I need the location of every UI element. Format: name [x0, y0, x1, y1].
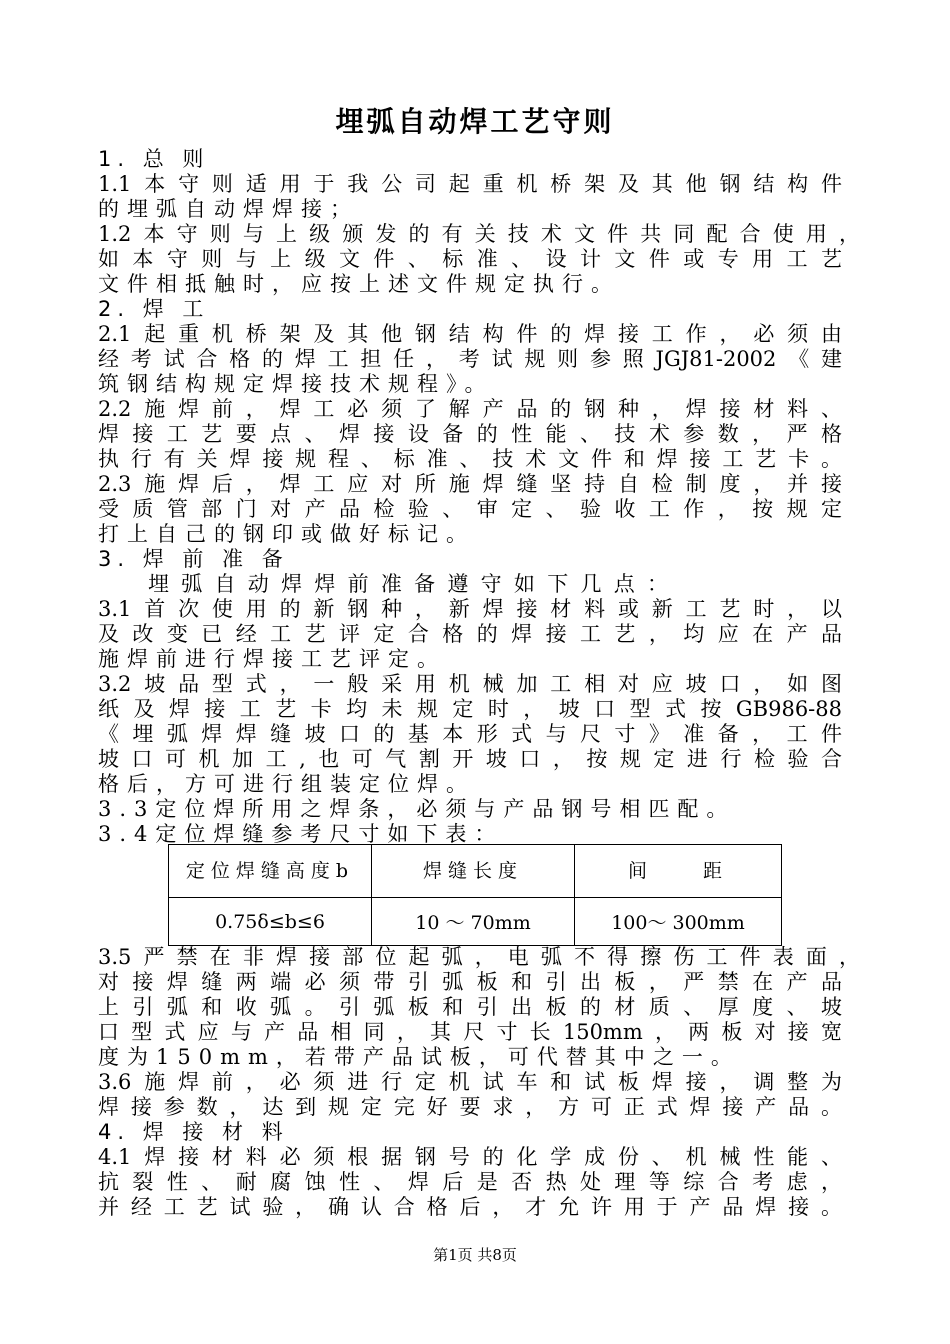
paragraph-line: 3.4定位焊缝参考尺寸如下表：	[98, 822, 504, 846]
paragraph-line: 上引弧和收弧。引弧板和引出板的材质、厚度、坡	[98, 995, 842, 1019]
section-heading-2: 2. 焊 工	[98, 297, 210, 321]
section-heading-3: 3. 焊 前 准 备	[98, 547, 289, 571]
paragraph-line: 文件相抵触时，应按上述文件规定执行。	[98, 272, 620, 296]
section-heading-4: 4. 焊 接 材 料	[98, 1120, 289, 1144]
paragraph-line: 的埋弧自动焊焊接；	[98, 197, 359, 221]
paragraph-line: 抗裂性、耐腐蚀性、焊后是否热处理等综合考虑，	[98, 1170, 842, 1194]
paragraph-line: 1.1本守则适用于我公司起重机桥架及其他钢结构件	[98, 172, 842, 196]
table-row	[169, 898, 782, 946]
paragraph-line: 格后，方可进行组装定位焊。	[98, 772, 475, 796]
paragraph-line: 焊接参数，达到规定完好要求，方可正式焊接产品。	[98, 1095, 842, 1119]
paragraph-line: 执行有关焊接规程、标准、技术文件和焊接工艺卡。	[98, 447, 842, 471]
paragraph-line: 3.1首次使用的新钢种，新焊接材料或新工艺时，以	[98, 597, 842, 621]
paragraph-line: 4.1焊接材料必须根据钢号的化学成份、机械性能、	[98, 1145, 842, 1169]
table-header-cell: 定位焊缝高度b	[169, 845, 372, 898]
section-heading-1: 1. 总 则	[98, 147, 210, 171]
paragraph-line: 施焊前进行焊接工艺评定。	[98, 647, 446, 671]
table-cell: 100～ 300mm	[575, 898, 782, 946]
paragraph-line: 口型式应与产品相同，其尺寸长150mm，两板对接宽	[98, 1020, 842, 1044]
paragraph-line: 《埋弧焊焊缝坡口的基本形式与尺寸》准备，工件	[98, 722, 842, 746]
table-cell: 0.75δ≤b≤6	[169, 898, 372, 946]
paragraph-line: 埋弧自动焊焊前准备遵守如下几点：	[148, 572, 668, 596]
paragraph-line: 坡口可机加工,也可气割开坡口，按规定进行检验合	[98, 747, 842, 771]
paragraph-line: 1.2本守则与上级颁发的有关技术文件共同配合使用，	[98, 222, 860, 246]
paragraph-line: 打上自己的钢印或做好标记。	[98, 522, 475, 546]
paragraph-line: 纸及焊接工艺卡均未规定时，坡口型式按GB986-88	[98, 697, 842, 721]
table-cell: 10 ～ 70mm	[372, 898, 575, 946]
paragraph-line: 2.1起重机桥架及其他钢结构件的焊接工作，必须由	[98, 322, 842, 346]
paragraph-line: 并经工艺试验，确认合格后，才允许用于产品焊接。	[98, 1195, 842, 1219]
paragraph-line: 3.6施焊前，必须进行定机试车和试板焊接，调整为	[98, 1070, 842, 1094]
paragraph-line: 经考试合格的焊工担任，考试规则参照JGJ81-2002《建	[98, 347, 842, 371]
paragraph-line: 2.3施焊后，焊工应对所施焊缝坚持自检制度，并接	[98, 472, 842, 496]
document-title: 埋弧自动焊工艺守则	[335, 105, 615, 138]
paragraph-line: 及改变已经工艺评定合格的焊接工艺，均应在产品	[98, 622, 842, 646]
paragraph-line: 如本守则与上级文件、标准、设计文件或专用工艺	[98, 247, 842, 271]
paragraph-line: 受质管部门对产品检验、审定、验收工作，按规定	[98, 497, 842, 521]
paragraph-line: 3.3定位焊所用之焊条，必须与产品钢号相匹配。	[98, 797, 736, 821]
table-header-cell: 焊缝长度	[372, 845, 575, 898]
paragraph-line: 2.2施焊前，焊工必须了解产品的钢种，焊接材料、	[98, 397, 842, 421]
paragraph-line: 对接焊缝两端必须带引弧板和引出板，严禁在产品	[98, 970, 842, 994]
table-header-cell: 间 距	[575, 845, 782, 898]
paragraph-line: 3.2坡品型式，一般采用机械加工相对应坡口，如图	[98, 672, 842, 696]
paragraph-line: 焊接工艺要点、焊接设备的性能、技术参数，严格	[98, 422, 842, 446]
paragraph-line: 筑钢结构规定焊接技术规程》。	[98, 372, 494, 396]
table-header-row	[169, 845, 782, 898]
page-footer: 第1页 共8页	[433, 1246, 517, 1264]
weld-size-table	[168, 844, 782, 946]
paragraph-line: 度为150mm，若带产品试板，可代替其中之一。	[98, 1045, 740, 1069]
paragraph-line: 3.5严禁在非焊接部位起弧，电弧不得擦伤工件表面，	[98, 945, 860, 969]
